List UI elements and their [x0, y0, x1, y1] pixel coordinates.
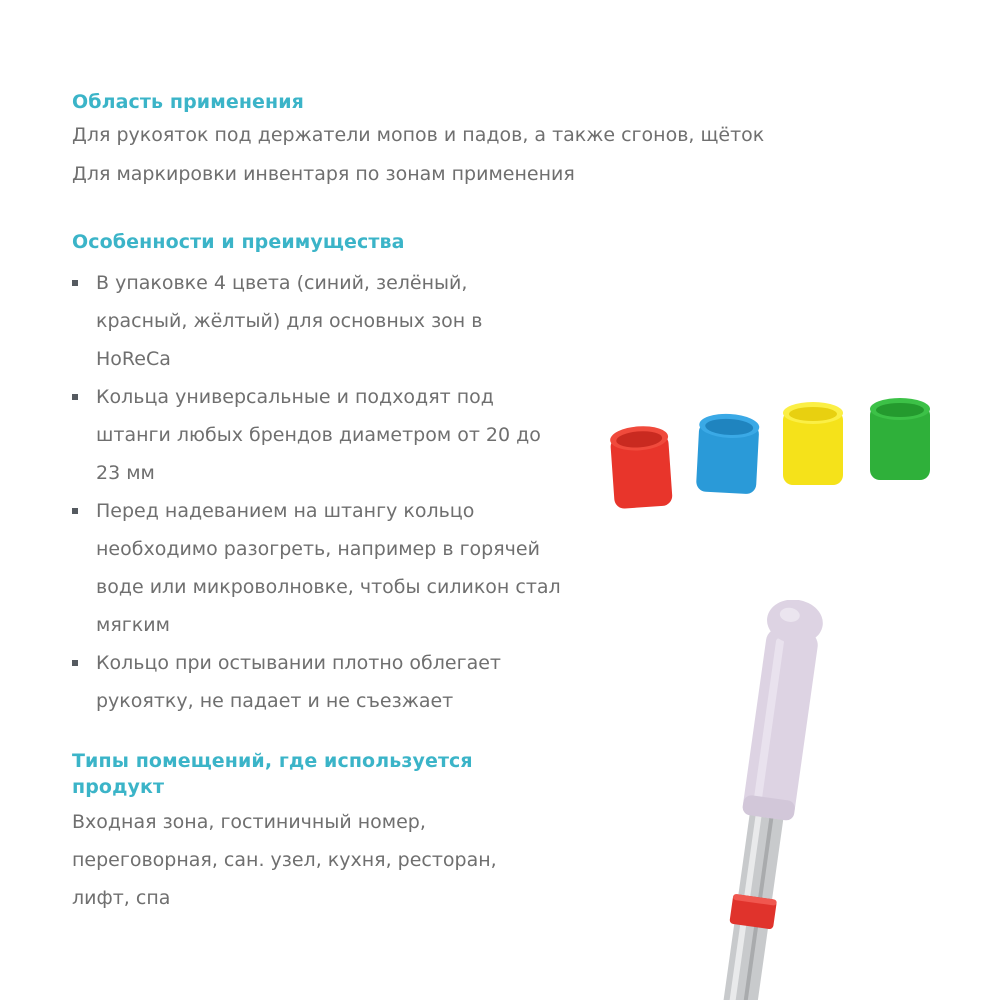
blue-ring — [696, 412, 760, 494]
bullet-icon — [72, 280, 78, 286]
yellow-ring — [783, 402, 843, 485]
section-title-rooms: Типы помещений, где используется продукт — [72, 750, 473, 798]
colored-rings-image — [600, 390, 950, 520]
features-list — [72, 264, 572, 720]
feature-text: Кольца универсальные и подходят под штанги любых брендов диаметром от 20 до 23 мм — [96, 386, 541, 484]
feature-item — [72, 492, 586, 644]
red-ring — [609, 424, 673, 509]
feature-item — [72, 644, 576, 720]
feature-text: В упаковке 4 цвета (синий, зелёный, красный, жёлтый) для основных зон в HoReCa — [96, 272, 483, 370]
section-title-features: Особенности и преимущества — [72, 231, 405, 253]
feature-item — [72, 378, 566, 492]
application-line-1: Для рукояток под держатели мопов и падов, а также сгонов, щёток — [72, 124, 765, 146]
bullet-icon — [72, 394, 78, 400]
feature-text: Кольцо при остывании плотно облегает рукоятку, не падает и не съезжает — [96, 652, 501, 712]
rooms-text: Входная зона, гостиничный номер, переговорная, сан. узел, кухня, ресторан, лифт, спа — [72, 811, 497, 909]
mop-handle-image — [700, 600, 870, 1000]
feature-text: Перед надеванием на штангу кольцо необходимо разогреть, например в горячей воде или микроволновке, чтобы силикон стал мягким — [96, 500, 561, 636]
section-title-application: Область применения — [72, 91, 304, 113]
green-ring — [870, 398, 930, 480]
bullet-icon — [72, 660, 78, 666]
application-line-2: Для маркировки инвентаря по зонам применения — [72, 163, 575, 185]
bullet-icon — [72, 508, 78, 514]
feature-item — [72, 264, 536, 378]
